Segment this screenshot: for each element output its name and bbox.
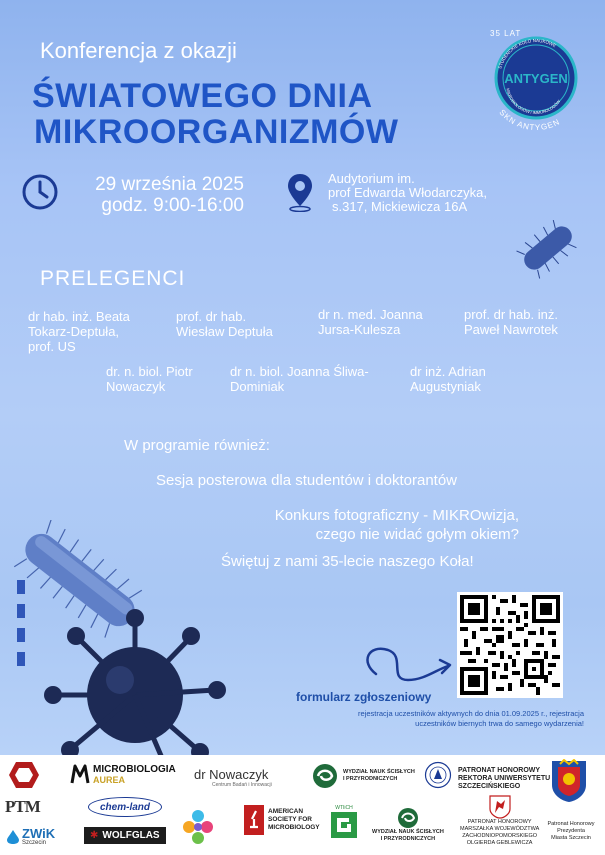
patronat-prezydent-line-2: Prezydenta — [557, 828, 585, 834]
speaker-2-line-1: prof. dr hab. — [176, 309, 247, 324]
wydzial-nauk-bottom-logo — [372, 807, 444, 842]
green-swirl-icon — [312, 763, 338, 789]
event-datetime — [76, 174, 244, 216]
badge-skn: SKN ANTYGEN — [497, 107, 562, 133]
asm-logo — [244, 805, 320, 835]
venue-line-2: prof Edwarda Włodarczyka, — [328, 185, 487, 200]
antygen-badge-logo — [480, 22, 592, 142]
microscope-icon — [244, 805, 264, 835]
zwik-logo — [6, 827, 55, 846]
red-hexagon-logo — [8, 761, 40, 789]
nowaczyk-text: dr Nowaczyk — [194, 767, 269, 782]
title-line-1: ŚWIATOWEGO DNIA — [32, 77, 373, 115]
wnsp-bottom-line-2: I PRZYRODNICZYCH — [380, 835, 436, 842]
patronat-prezydent — [540, 821, 602, 842]
registration-note — [318, 709, 584, 729]
curved-arrow-icon — [358, 640, 458, 690]
speaker-1-line-1: dr hab. inż. Beata — [28, 309, 130, 324]
speaker-3 — [318, 307, 423, 337]
speaker-6 — [230, 364, 369, 394]
wnsp-bottom-line-1: WYDZIAŁ NAUK ŚCISŁYCH — [372, 829, 444, 835]
event-time: godz. 9:00-16:00 — [101, 195, 244, 216]
patronat-marszalek — [460, 795, 539, 847]
university-seal-icon — [424, 761, 452, 789]
photo-contest-line-2: czego nie widać gołym okiem? — [315, 526, 519, 543]
speaker-1 — [28, 309, 130, 354]
clock-icon — [20, 172, 60, 212]
wtiich-logo — [330, 805, 358, 839]
bacterium-small-icon — [508, 208, 588, 288]
speaker-5 — [106, 364, 193, 394]
patronat-marszalek-line-3: ZACHODNIOPOMORSKIEGO — [462, 833, 538, 839]
szczecin-coat-of-arms-icon — [550, 759, 588, 803]
speaker-4 — [464, 307, 558, 337]
speaker-7-line-2: Augustyniak — [410, 379, 481, 394]
conference-title — [32, 78, 398, 150]
wnsp-top-line-2: I PRZYRODNICZYCH — [343, 776, 398, 782]
badge-lower-text: MIKROBIOLOGÓW I IMMUNOLOGÓW — [505, 87, 562, 116]
speaker-7-line-1: dr inż. Adrian — [410, 364, 486, 379]
venue-line-1: Audytorium im. — [328, 171, 415, 186]
speaker-1-line-3: prof. US — [28, 339, 76, 354]
programme-item-posters: Sesja posterowa dla studentów i doktorantów — [156, 472, 458, 489]
green-swirl-bottom-icon — [397, 807, 419, 829]
qr-code[interactable] — [457, 592, 563, 698]
microbiologia-m-icon — [70, 763, 90, 785]
patronat-rektor-line-3: SZCZECIŃSKIEGO — [458, 783, 521, 790]
title-line-2: MIKROORGANIZMÓW — [34, 113, 399, 151]
event-venue — [328, 172, 487, 214]
microbiologia-text: MICROBIOLOGIA — [93, 763, 176, 775]
asm-line-1: AMERICAN — [268, 808, 304, 815]
patronat-marszalek-line-1: PATRONAT HONOROWY — [467, 819, 532, 825]
griffin-crest-icon — [489, 795, 511, 819]
badge-name: ANTYGEN — [504, 71, 568, 86]
sponsors-strip — [0, 755, 605, 855]
registration-form-link[interactable]: formularz zgłoszeniowy — [296, 690, 432, 704]
speaker-2-line-2: Wiesław Deptuła — [176, 324, 273, 339]
badge-arc-text: STUDENCKIE KOŁO NAUKOWE — [497, 37, 558, 70]
speaker-4-line-1: prof. dr hab. inż. — [464, 307, 558, 322]
speaker-3-line-2: Jursa-Kulesza — [318, 322, 401, 337]
patronat-marszalek-line-4: OLGIERDA GEBLEWICZA — [466, 840, 533, 846]
wtiich-text: WTIiCH — [335, 805, 353, 811]
speaker-4-line-2: Paweł Nawrotek — [464, 322, 558, 337]
microbiologia-aurea-logo — [70, 763, 176, 785]
patronat-rektor-line-1: PATRONAT HONOROWY — [458, 767, 541, 774]
speaker-5-line-1: dr. n. biol. Piotr — [106, 364, 193, 379]
programme-item-photo-contest — [275, 506, 519, 544]
aurea-text: AUREA — [93, 774, 126, 785]
chem-land-logo: chem-land — [88, 797, 162, 817]
speaker-7 — [410, 364, 486, 394]
virus-icon — [30, 590, 240, 755]
dr-nowaczyk-logo — [194, 767, 272, 788]
qr-code-pattern — [460, 595, 560, 695]
event-date: 29 września 2025 — [95, 174, 244, 195]
patronat-rektor-line-2: REKTORA UNIWERSYTETU — [458, 775, 551, 782]
speaker-2 — [176, 309, 273, 339]
photo-contest-line-1: Konkurs fotograficzny - MIKROwizja, — [274, 507, 519, 524]
speaker-6-line-2: Dominiak — [230, 379, 285, 394]
patronat-prezydent-line-3: Miasta Szczecin — [551, 835, 591, 841]
programme-intro: W programie również: — [124, 437, 270, 454]
registration-note-line-2: uczestników biernych trwa do samego wydarzenia! — [415, 719, 584, 728]
location-pin-icon — [286, 172, 314, 212]
venue-line-3: s.317, Mickiewicza 16A — [332, 199, 468, 214]
nowaczyk-sub-text: Centrum Badań i Innowacji — [212, 782, 272, 788]
asm-line-3: MICROBIOLOGY — [268, 824, 320, 831]
patronat-rektor — [458, 767, 550, 791]
zwik-sub-text: Szczecin — [22, 840, 47, 846]
wtiich-icon — [330, 811, 358, 839]
speaker-3-line-1: dr n. med. Joanna — [318, 307, 423, 322]
asm-line-2: SOCIETY FOR — [268, 816, 312, 823]
wydzial-nauk-top-logo — [312, 763, 415, 789]
wolfglas-logo — [84, 827, 166, 844]
wolfglas-text: WOLFGLAS — [102, 830, 160, 841]
ptm-logo: PTM — [5, 797, 40, 816]
programme-item-anniversary: Świętuj z nami 35-lecie naszego Koła! — [221, 553, 474, 570]
speaker-6-line-1: dr n. biol. Joanna Śliwa- — [230, 364, 369, 379]
zwik-text: ZWiK — [22, 826, 56, 841]
speaker-5-line-2: Nowaczyk — [106, 379, 166, 394]
speakers-heading: PRELEGENCI — [40, 267, 186, 290]
speaker-1-line-2: Tokarz-Deptuła, — [28, 324, 120, 339]
colorful-cross-logo-icon — [182, 809, 214, 849]
registration-note-line-1: rejestracja uczestników aktywnych do dnia 01.09.2025 r., rejestracja — [358, 709, 584, 718]
decorative-dashes — [17, 580, 27, 670]
conference-subtitle: Konferencja z okazji — [40, 38, 237, 63]
water-drop-icon — [6, 829, 20, 845]
patronat-prezydent-line-1: Patronat Honorowy — [547, 821, 595, 827]
patronat-marszalek-line-2: MARSZAŁKA WOJEWÓDZTWA — [460, 826, 540, 832]
wolfglas-icon: ✱ — [90, 830, 99, 841]
wnsp-top-line-1: WYDZIAŁ NAUK ŚCISŁYCH — [343, 769, 415, 775]
badge-years: 35 LAT — [490, 29, 522, 38]
